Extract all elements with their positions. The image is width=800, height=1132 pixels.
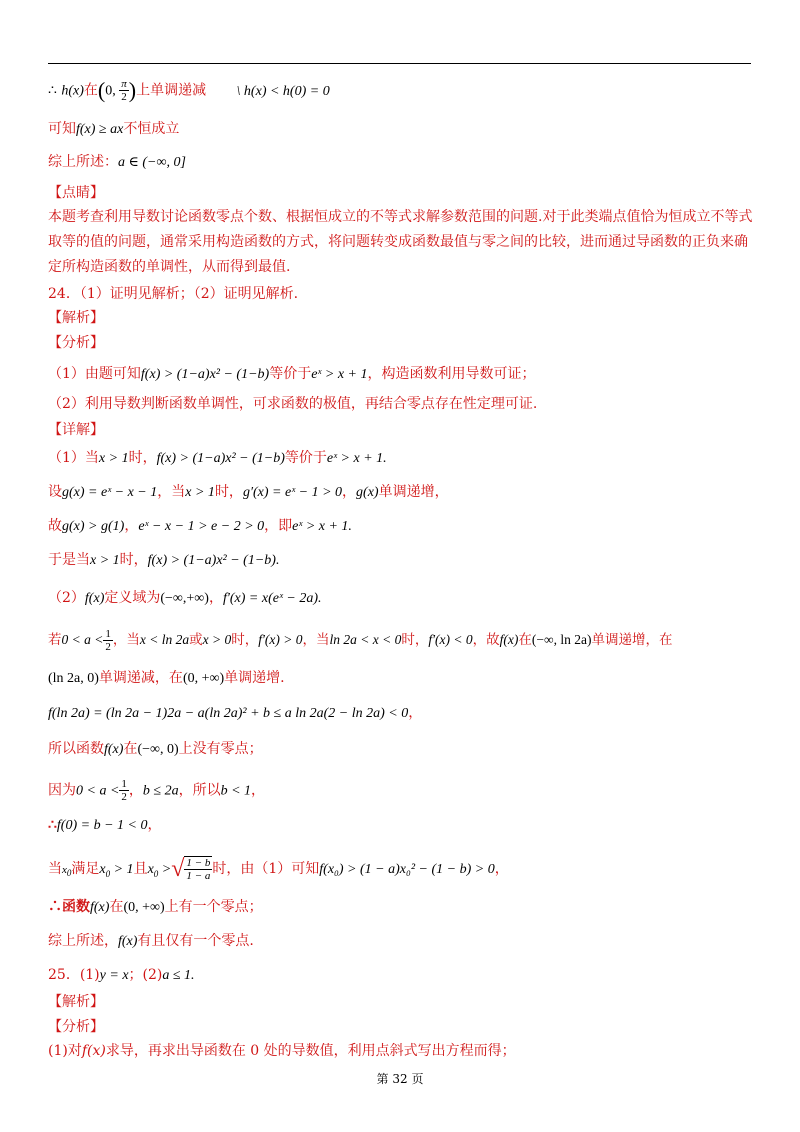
text: 时，	[214, 484, 243, 500]
math-f-prime: f′(x) = x(eˣ − 2a).	[222, 591, 322, 606]
text: ，	[124, 518, 139, 534]
text: 在	[109, 899, 124, 915]
frac-den: 2	[105, 641, 111, 653]
text: 上没有零点；	[178, 741, 263, 757]
math-g: g(x)	[356, 485, 379, 500]
heading-xiangjie: 【详解】	[48, 422, 104, 438]
detail-line-11	[48, 815, 161, 836]
math-f-ineq: f(x) > (1−a)x² − (1−b)	[140, 367, 270, 382]
detail-line-12	[48, 856, 509, 884]
analysis-2: （2）利用导数判断函数单调性，可求函数的极值，再结合零点存在性定理可证.	[48, 396, 538, 412]
math-interval: (ln 2a, 0)	[48, 671, 99, 686]
text: 时，	[119, 552, 148, 568]
line-h-decreasing	[48, 78, 330, 103]
math-h-lt-0: \ h(x) < h(0) = 0	[236, 83, 330, 99]
detail-line-6	[48, 628, 672, 653]
sqrt-expression: √ $\frac{1 - b}{1 - a}$	[171, 856, 211, 882]
detail-line-10	[48, 778, 265, 803]
math-h: h(x)	[61, 83, 84, 99]
text-kezhi: 可知	[48, 121, 76, 137]
detail-line-5	[48, 588, 322, 609]
text: 时，	[401, 632, 429, 648]
interval-start: 0,	[105, 83, 120, 99]
math-a-range: 0 < a <	[76, 783, 120, 799]
text: 设	[48, 484, 62, 500]
pi-over-2	[119, 78, 129, 103]
math-interval: (−∞, ln 2a)	[531, 632, 592, 647]
math-g-prime: g′(x) = eˣ − 1 > 0	[242, 485, 343, 500]
heading-jiexi-1: 【解析】	[48, 310, 104, 326]
math-f: f(x)	[499, 632, 519, 647]
text: 因为	[48, 782, 76, 799]
text: 定义域为	[104, 590, 161, 606]
text: ，当	[157, 484, 186, 500]
heading-dianjing: 【点睛】	[48, 185, 104, 201]
frac-den: 2	[121, 91, 127, 103]
text: 时，	[128, 450, 157, 466]
frac-num: 1	[105, 628, 111, 640]
math-a-range: a ∈ (−∞, 0]	[118, 155, 186, 170]
detail-line-9	[48, 739, 263, 760]
detail-line-7	[48, 668, 285, 689]
text: ，	[208, 590, 223, 606]
math-interval: (−∞, 0)	[137, 742, 179, 757]
math-x-gt-1: x > 1	[185, 485, 215, 500]
therefore-symbol: ∴	[48, 817, 57, 833]
text: 等价于	[284, 450, 327, 466]
text: ；(2)	[128, 967, 163, 983]
text: ，构造函数利用导数可证；	[367, 366, 536, 382]
math-domain: (−∞,+∞)	[160, 591, 209, 606]
header-rule	[48, 63, 751, 64]
text: ，	[147, 817, 162, 833]
x: x	[147, 862, 154, 877]
text: 25．(1)	[48, 967, 100, 983]
text: 且	[133, 861, 148, 877]
text: 单调递增，	[378, 484, 449, 500]
heading-jiexi-2: 【解析】	[48, 994, 104, 1010]
text: 单调递减，在	[98, 670, 183, 686]
math-g-def: g(x) = eˣ − x − 1	[62, 485, 158, 500]
frac-num: π	[121, 78, 127, 90]
math-interval: (0, +∞)	[123, 900, 165, 915]
text: 在	[123, 741, 138, 757]
text: 上有一个零点；	[164, 899, 263, 915]
text-zai: 在	[83, 82, 98, 99]
one-half	[103, 628, 113, 653]
math-x-lt-ln: x < ln 2a	[139, 632, 190, 647]
text: ，	[408, 705, 423, 721]
text-decreasing: 上单调递减	[136, 82, 207, 99]
text: 求导，再求出导函数在 0 处的导数值，利用点斜式写出方程而得；	[105, 1043, 516, 1059]
math-x-gt-1: x > 1	[98, 451, 129, 466]
text: 若	[48, 632, 62, 648]
math-x-gt-1: x > 1	[90, 553, 120, 568]
math-f-ineq: f(x) > (1−a)x² − (1−b)	[156, 451, 285, 466]
heading-fenxi-1: 【分析】	[48, 335, 104, 351]
therefore-symbol: ∴	[48, 83, 57, 99]
text: 满足	[71, 861, 100, 877]
math-f-x0: f(x₀) > (1 − a)x₀² − (1 − b) > 0	[319, 862, 495, 877]
analysis-25-1	[48, 1041, 516, 1061]
math-f-ineq: f(x) > (1−a)x² − (1−b).	[147, 553, 280, 568]
math-e-ineq: eˣ > x + 1.	[292, 519, 352, 534]
text: ，所以	[178, 782, 221, 799]
text: 时，	[231, 632, 259, 648]
math-a-le-1: a ≤ 1.	[162, 968, 195, 983]
page-footer: 第 32 页	[376, 1072, 424, 1086]
text: ，当	[302, 632, 330, 648]
answer-24: 24．（1）证明见解析；（2）证明见解析.	[48, 286, 299, 302]
math-x-gt-0: x > 0	[202, 632, 232, 647]
line-summary-a	[48, 152, 186, 173]
text: 故	[48, 518, 62, 534]
gt1: > 1	[110, 862, 134, 877]
text: 单调递增，在	[591, 632, 673, 648]
math-x0-gt-1: $x_0 > 1$	[99, 862, 134, 879]
text: ，	[494, 861, 509, 877]
detail-line-2	[48, 482, 449, 503]
math-e-ineq: eˣ > x + 1.	[326, 451, 387, 466]
paragraph-dianjing: 本题考查利用导数讨论函数零点个数、根据恒成立的不等式求解参数范围的问题.对于此类端点值恰为恒成立不等式取等的值的问题，通常采用构造函数的方式，将问题转变成函数最值与零之间的比较，进而通过导函数的正负来确定所构造函数的单调性，从而得到最值.	[48, 209, 753, 275]
text-summary: 综上所述：	[48, 154, 118, 170]
paren-close: )	[128, 77, 137, 103]
text: （1）由题可知	[48, 366, 141, 382]
text: ，当	[112, 632, 140, 648]
math-interval: (0, +∞)	[182, 671, 225, 686]
math-f-ge-ax: f(x) ≥ ax	[76, 122, 124, 137]
math-f: f(x)	[84, 591, 105, 606]
math-y-eq-x: y = x	[99, 968, 129, 983]
math-fp-neg: f′(x) < 0	[428, 632, 473, 647]
frac-num: 1	[121, 778, 127, 790]
x: x	[62, 864, 67, 876]
analysis-1	[48, 364, 535, 385]
text: (1)对	[48, 1043, 82, 1059]
text: ，即	[264, 518, 293, 534]
text: ，	[251, 782, 266, 799]
math-fp-pos: f′(x) > 0	[258, 632, 303, 647]
math-g-gt: g(x) > g(1)	[62, 519, 125, 534]
detail-line-1	[48, 448, 387, 469]
math-f0: f(0) = b − 1 < 0	[56, 818, 148, 833]
detail-line-13	[48, 897, 263, 918]
gt: >	[158, 862, 172, 877]
text: ，故	[472, 632, 500, 648]
text: 于是当	[48, 552, 90, 568]
heading-fenxi-2: 【分析】	[48, 1019, 104, 1035]
detail-line-14	[48, 931, 254, 952]
frac-den: 1 − a	[186, 870, 211, 882]
math-ln-range: ln 2a < x < 0	[329, 632, 402, 647]
frac-num: 1 − b	[186, 857, 211, 869]
math-a-range: 0 < a <	[61, 632, 104, 647]
text: （1）当	[48, 450, 99, 466]
text: 或	[189, 632, 203, 648]
math-f: f(x)	[118, 934, 138, 949]
text-buheng: 不恒成立	[123, 121, 180, 137]
text: 在	[518, 632, 532, 648]
text: 单调递增.	[224, 670, 285, 686]
math-e-chain: eˣ − x − 1 > e − 2 > 0	[138, 519, 265, 534]
detail-line-3	[48, 516, 352, 537]
math-f-ln2a: f(ln 2a) = (ln 2a − 1)2a − a(ln 2a)² + b ≤ a ln 2a(2 − ln 2a) < 0	[48, 706, 409, 721]
one-half	[119, 778, 129, 803]
text: 综上所述，	[48, 933, 118, 949]
line-not-always	[48, 119, 179, 140]
paren-open: (	[97, 77, 106, 103]
math-x0: $x_0$	[62, 864, 72, 879]
math-x0-sqrt: $x_0$ >	[147, 862, 172, 879]
text: 等价于	[269, 366, 312, 382]
text: 有且仅有一个零点.	[137, 933, 254, 949]
math-b-le: b ≤ 2a	[142, 783, 179, 799]
text: ，	[128, 782, 143, 799]
detail-line-4	[48, 550, 279, 571]
math-e-ineq: eˣ > x + 1	[311, 367, 368, 382]
math-f: f(x)	[90, 900, 110, 915]
text: 所以函数	[48, 741, 104, 757]
text: 时，由（1）可知	[212, 861, 320, 877]
detail-line-8	[48, 703, 422, 724]
answer-25	[48, 965, 195, 986]
text: 当	[48, 861, 62, 877]
frac-den: 2	[121, 791, 127, 803]
text: ∴函数	[48, 899, 90, 915]
math-b-lt-1: b < 1	[220, 783, 252, 799]
x: x	[99, 862, 106, 877]
math-f: f(x)	[104, 742, 124, 757]
math-f: f(x)	[81, 1043, 106, 1059]
text: （2）	[48, 590, 85, 606]
text: ，	[342, 484, 357, 500]
